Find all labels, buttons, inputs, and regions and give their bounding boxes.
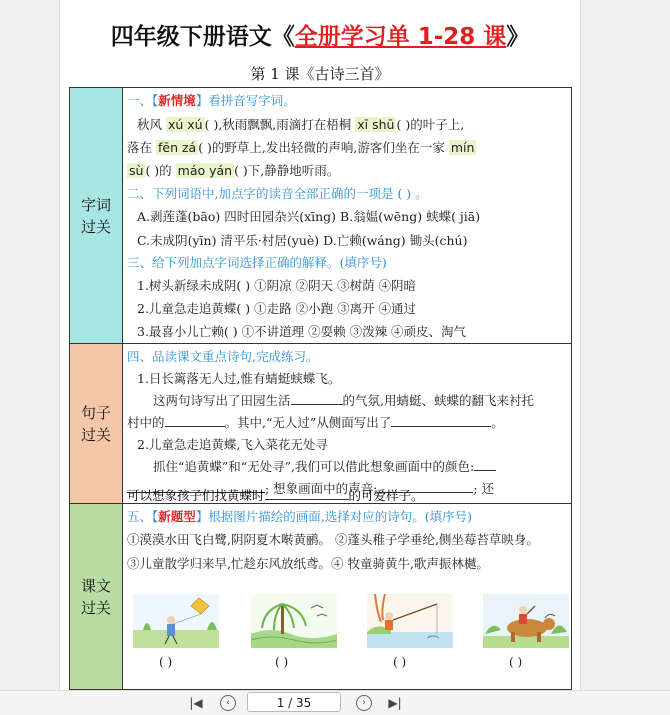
section-label-kewen: 课文 过关 [70,504,123,689]
document-title: 四年级下册语文《全册学习单 1-28 课》 [110,24,530,50]
paddy-field-picture [251,594,337,648]
lesson-title: 第 1 课《古诗三首》 [250,65,390,83]
prev-page-icon: ‹ [226,698,230,708]
prev-page-button[interactable] [220,695,236,711]
next-page-icon: › [362,698,366,708]
question-1-line-1: 秋风 xú xú ( ),秋雨飘飘,雨滴打在梧桐 xī shū ( )的叶子上, [137,117,465,132]
question-1-title: 一、【新情境】看拼音写字词。 [127,93,296,108]
question-4-line-5: 抓住“追黄蝶”和“无处寻”,我们可以借此想象画面中的颜色: [153,457,567,475]
question-4-title: 四、品读课文重点诗句,完成练习。 [127,349,319,364]
question-2-options-1: A.剥莲蓬(bāo) 四时田园杂兴(xīng) B.翁媪(wēng) 蛱蝶( jiā) [137,209,481,224]
question-2-title: 二、下列词语中,加点字的读音全部正确的一项是 ( ) 。 [127,186,428,201]
last-page-button[interactable] [386,694,404,712]
kite-picture [133,594,219,648]
first-page-icon: |◀ [189,696,203,710]
question-4-line-2: 这两句诗写出了田园生活 的气氛,用蜻蜓、蛱蝶的翻飞来衬托 [153,393,534,408]
next-page-button[interactable] [356,695,372,711]
question-5-title: 五、【新题型】根据图片描绘的画面,选择对应的诗句。(填序号) [127,509,473,524]
section-label-juzi: 句子 过关 [70,344,123,503]
answer-blank-1[interactable]: ( ) [159,655,173,669]
question-2-options-2: C.未成阴(yīn) 清平乐·村居(yuè) D.亡赖(wáng) 锄头(chú) [137,233,468,248]
question-5-option-line-1: ①漠漠水田飞白鹭,阴阴夏木啭黄鹂。 ②蓬头稚子学垂纶,侧坐莓苔草映身。 [127,532,539,547]
answer-blank-2[interactable]: ( ) [275,655,289,669]
section-ciyu [70,88,571,344]
last-page-icon: ▶| [388,696,402,710]
section-label-ciyu: 字词 过关 [70,88,123,343]
section-juzi [70,344,571,504]
question-4-line-7: 可以想象孩子们找黄蝶时 的可爱样子。 [127,488,424,503]
question-1-line-3: sù ( )的 máo yán ( )下,静静地听雨。 [129,163,340,178]
answer-blank-4[interactable]: ( ) [509,655,523,669]
pdf-toolbar [0,690,670,715]
question-3-item-2: 2.儿童急走追黄蝶( ) ①走路 ②小跑 ③离开 ④通过 [137,301,417,316]
document-page [60,0,580,690]
answer-blank-3[interactable]: ( ) [393,655,407,669]
first-page-button[interactable] [187,694,205,712]
question-3-item-1: 1.树头新绿未成阴( ) ①阴凉 ②阴天 ③树荫 ④阴暗 [137,278,417,293]
question-4-poem-1: 1.日长篱落无人过,惟有蜻蜓蛱蝶飞。 [137,371,341,386]
fishing-picture [367,594,453,648]
buffalo-picture [483,594,569,648]
question-3-title: 三、给下列加点字词选择正确的解释。(填序号) [127,255,387,270]
question-1-line-2: 落在 fēn zá ( )的野草上,发出轻微的声响,游客们坐在一家 mín [127,140,475,155]
worksheet-table [69,87,572,690]
question-4-poem-2: 2.儿童急走追黄蝶,飞入菜花无处寻 [137,437,328,452]
question-4-line-3: 村中的 。其中,“无人过”从侧面写出了 。 [127,415,504,430]
question-4-line-6: ; 想象画面中的声音: ; 还 [127,479,567,497]
question-3-item-3: 3.最喜小儿亡赖( ) ①不讲道理 ②耍赖 ③泼辣 ④顽皮、淘气 [137,324,467,339]
question-5-option-line-2: ③儿童散学归来早,忙趁东风放纸鸢。④ 牧童骑黄牛,歌声振林樾。 [127,556,489,571]
page-indicator[interactable]: 1 / 35 [247,692,341,712]
section-kewen [70,504,571,689]
